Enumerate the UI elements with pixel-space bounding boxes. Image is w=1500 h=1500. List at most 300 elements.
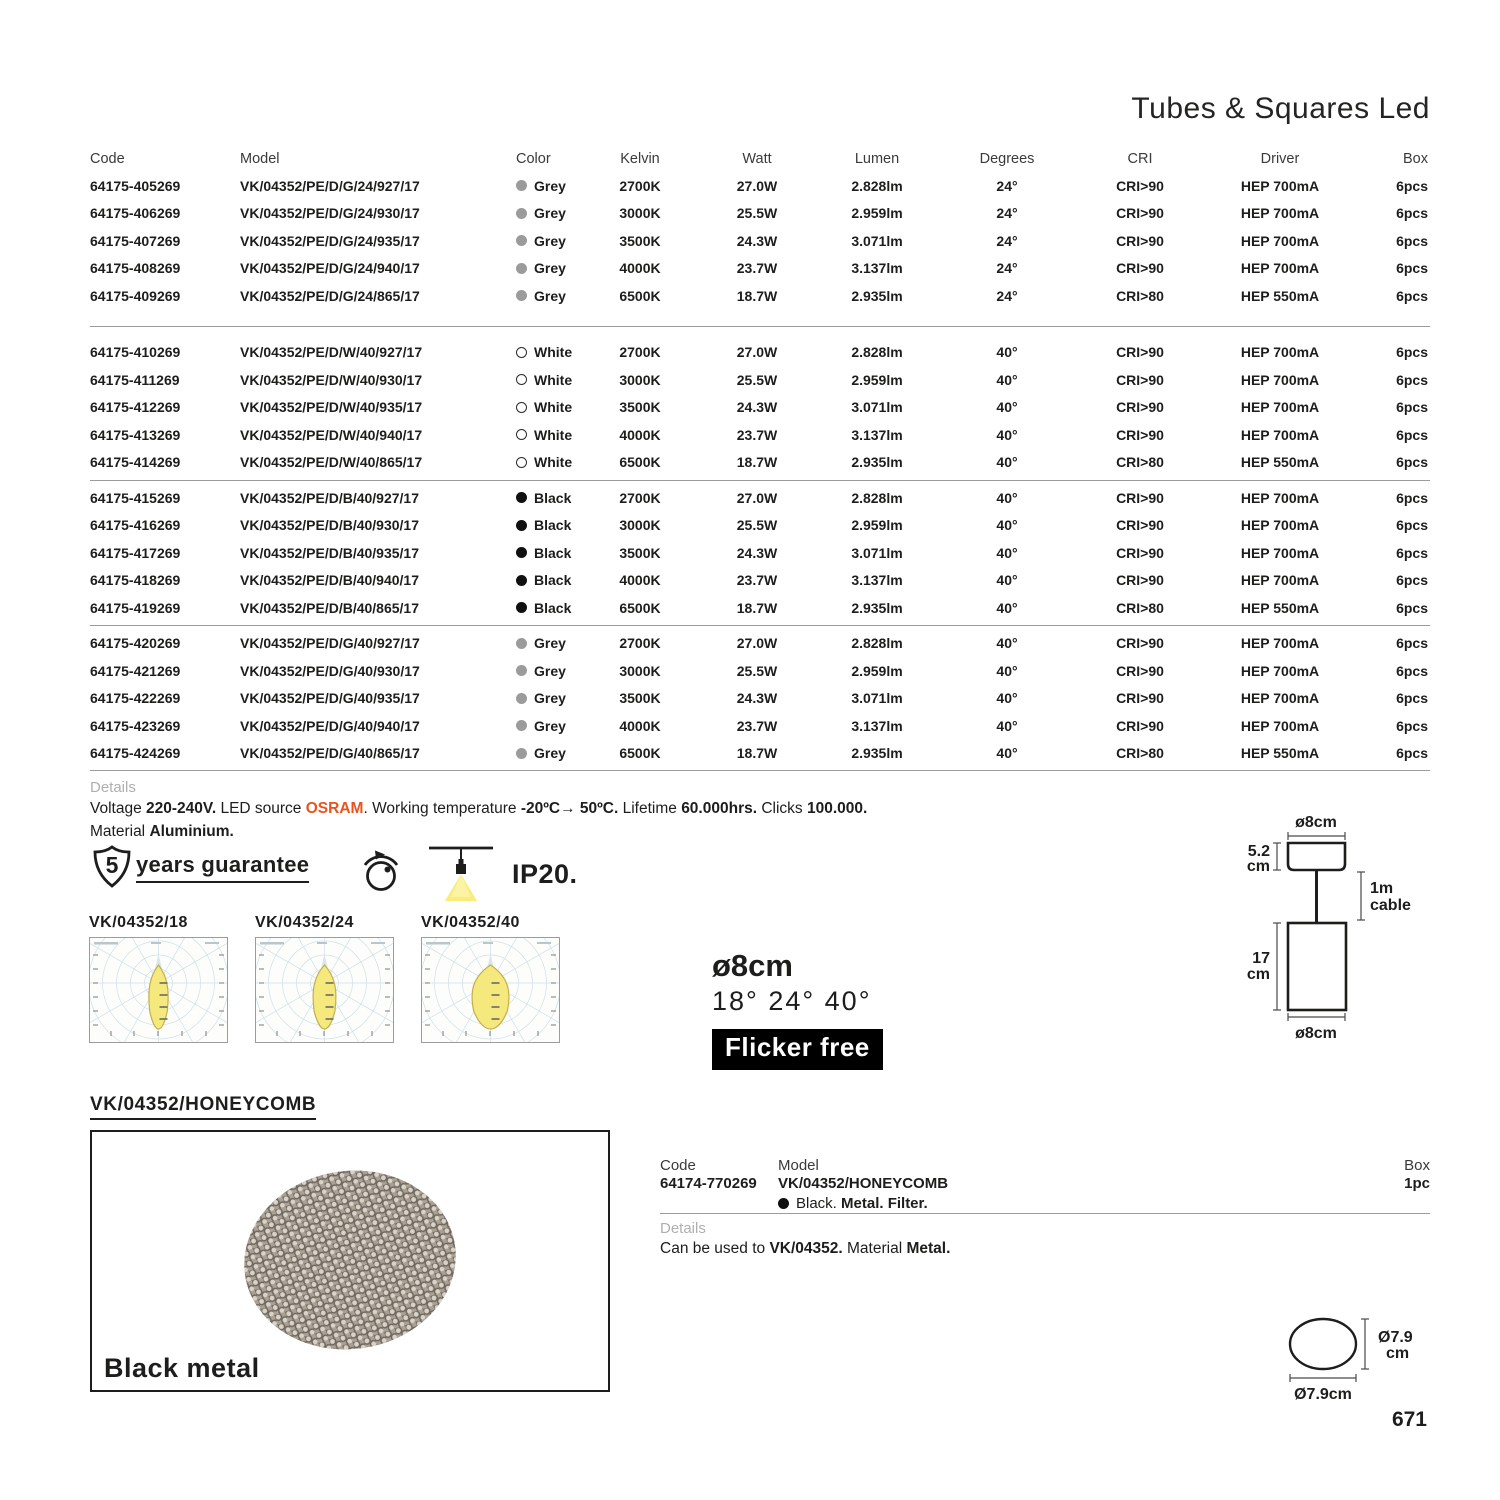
cell-l: 2.828lm [851,177,903,194]
column-header-model: Model [240,151,280,167]
spec-angles: 18° 24° 40° [712,986,872,1016]
color-label: Black [534,572,572,589]
color-dot-black [516,492,527,503]
cell-model: VK/04352/PE/D/G/24/940/17 [240,260,420,277]
cell-drv: HEP 700mA [1240,426,1320,443]
cell-code: 64175-410269 [90,344,181,361]
table-row [90,685,1430,713]
color-dot-grey [516,748,527,759]
svg-text:cm: cm [1386,1345,1410,1362]
text-segment: Lifetime [618,800,682,817]
color-label: Grey [534,690,566,707]
cell-k: 3000K [619,517,661,534]
cell-k: 3500K [619,544,661,561]
cell-code: 64175-408269 [90,260,181,277]
color-cell [516,745,600,761]
cell-cri: CRI>90 [1116,371,1164,388]
color-dot-black [778,1198,789,1209]
cell-code: 64175-414269 [90,454,181,471]
cell-code: 64175-411269 [90,371,180,388]
cell-cri: CRI>90 [1116,662,1164,679]
page-title: Tubes & Squares Led [1131,92,1430,125]
spec-block [712,948,883,1070]
table-row [90,539,1430,567]
honeycomb-title: VK/04352/HONEYCOMB [90,1094,316,1120]
cell-d: 40° [996,544,1018,561]
cell-w: 24.3W [736,690,778,707]
cell-l: 3.137lm [851,260,903,277]
cell-code: 64175-407269 [90,232,181,249]
text-segment: VK/04352. [769,1240,843,1257]
color-dot-black [516,520,527,531]
color-label: Grey [534,745,566,762]
cell-l: 3.071lm [851,232,903,249]
table-row [90,630,1430,658]
hc-code-label: Code [660,1157,696,1174]
cell-model: VK/04352/PE/D/B/40/865/17 [240,599,420,616]
text-segment: 100.000. [806,800,868,817]
color-label: White [534,344,573,361]
photometric-diagram [255,914,394,1048]
table-row [90,282,1430,310]
text-segment: -20ºC→ 50ºC. [520,800,619,817]
color-cell [516,399,600,415]
honeycomb-mesh-image [92,1132,604,1386]
dimmer-icon [358,845,406,900]
column-header-kelvin: Kelvin [620,151,660,167]
cell-w: 27.0W [736,489,778,506]
cell-model: VK/04352/PE/D/G/24/935/17 [240,232,420,249]
color-dot-white [516,429,527,440]
cell-box: 6pcs [1396,232,1428,249]
color-label: Grey [534,287,566,304]
cell-drv: HEP 700mA [1240,399,1320,416]
cell-drv: HEP 700mA [1240,177,1320,194]
cell-d: 24° [996,232,1018,249]
color-label: Black [534,517,572,534]
cell-box: 6pcs [1396,177,1428,194]
filter-dimension-drawing [1266,1300,1444,1420]
cell-k: 4000K [619,717,661,734]
hc-box-label: Box [1404,1157,1430,1174]
cell-w: 27.0W [736,344,778,361]
cell-l: 3.137lm [851,717,903,734]
svg-text:Ø7.9cm: Ø7.9cm [1294,1386,1352,1403]
text-segment: Can be used to [660,1240,770,1257]
cell-d: 24° [996,287,1018,304]
cell-l: 2.828lm [851,635,903,652]
cell-cri: CRI>80 [1116,287,1164,304]
cell-cri: CRI>90 [1116,544,1164,561]
color-label: Grey [534,662,566,679]
cell-l: 3.137lm [851,426,903,443]
color-cell [516,288,600,304]
table-row [90,567,1430,595]
cell-model: VK/04352/PE/D/G/40/940/17 [240,717,420,734]
cell-k: 2700K [619,635,661,652]
group-separator [90,326,1430,327]
cell-model: VK/04352/PE/D/G/24/930/17 [240,205,420,222]
cell-drv: HEP 700mA [1240,517,1320,534]
color-label: Black [534,489,572,506]
text-segment: Voltage [90,800,147,817]
text-segment: Aluminium. [149,823,234,840]
cell-code: 64175-419269 [90,599,181,616]
details-label: Details [90,779,136,796]
cell-w: 23.7W [736,572,778,589]
cell-k: 3500K [619,690,661,707]
cell-k: 3000K [619,662,661,679]
color-dot-grey [516,638,527,649]
cell-d: 40° [996,662,1018,679]
table-row [90,200,1430,228]
cell-w: 18.7W [736,454,778,471]
svg-text:cable: cable [1370,897,1411,914]
hc-details-text [660,1240,950,1258]
cell-l: 3.071lm [851,690,903,707]
table-row [90,484,1430,512]
cell-box: 6pcs [1396,399,1428,416]
photometric-diagram [89,914,228,1048]
color-dot-grey [516,290,527,301]
cell-cri: CRI>90 [1116,572,1164,589]
cell-box: 6pcs [1396,635,1428,652]
photometric-diagrams [89,914,560,1048]
cell-k: 3500K [619,399,661,416]
beam-distribution-chart [255,937,394,1048]
cell-d: 40° [996,690,1018,707]
text-segment: LED source [216,800,306,817]
cell-k: 4000K [619,572,661,589]
cell-l: 2.935lm [851,745,903,762]
cell-drv: HEP 700mA [1240,662,1320,679]
cell-d: 40° [996,517,1018,534]
text-segment: . Working temperature [363,800,521,817]
cell-w: 18.7W [736,599,778,616]
cell-w: 25.5W [736,371,778,388]
beam-distribution-chart [421,937,560,1048]
table-body [90,172,1430,767]
cell-box: 6pcs [1396,287,1428,304]
guarantee-shield-icon [90,843,134,896]
color-cell [516,572,600,588]
cell-w: 23.7W [736,260,778,277]
photometric-diagram-label: VK/04352/18 [89,914,188,931]
svg-text:5.2: 5.2 [1247,843,1270,860]
cell-code: 64175-413269 [90,426,181,443]
color-cell [516,205,600,221]
svg-text:5: 5 [105,852,119,878]
color-cell [516,545,600,561]
hc-box-value: 1pc [1404,1175,1430,1192]
cell-drv: HEP 700mA [1240,205,1320,222]
ip-rating: IP20. [512,859,578,889]
table-row [90,227,1430,255]
page-number: 671 [1391,1408,1427,1431]
color-dot-white [516,347,527,358]
cell-box: 6pcs [1396,599,1428,616]
cell-d: 40° [996,599,1018,616]
cell-cri: CRI>90 [1116,399,1164,416]
color-cell [516,635,600,651]
color-label: White [534,454,573,471]
color-label: White [534,426,573,443]
cell-k: 6500K [619,287,661,304]
cell-model: VK/04352/PE/D/W/40/935/17 [240,399,423,416]
cell-code: 64175-418269 [90,572,181,589]
cell-box: 6pcs [1396,717,1428,734]
cell-code: 64175-405269 [90,177,181,194]
cell-w: 23.7W [736,717,778,734]
group-separator [90,480,1430,481]
color-cell [516,690,600,706]
dimension-drawing [1220,803,1440,1058]
column-header-box: Box [1403,151,1428,167]
cell-cri: CRI>90 [1116,489,1164,506]
cell-l: 2.828lm [851,344,903,361]
color-cell [516,233,600,249]
color-cell [516,600,600,616]
color-label: Grey [534,260,566,277]
cell-cri: CRI>80 [1116,745,1164,762]
color-cell [516,427,600,443]
table-row [90,657,1430,685]
column-header-code: Code [90,151,125,167]
column-header-watt: Watt [742,151,772,167]
cell-cri: CRI>90 [1116,177,1164,194]
cell-box: 6pcs [1396,572,1428,589]
cell-code: 64175-422269 [90,690,181,707]
cell-cri: CRI>90 [1116,517,1164,534]
cell-w: 27.0W [736,635,778,652]
cell-drv: HEP 700mA [1240,635,1320,652]
cell-model: VK/04352/PE/D/G/24/865/17 [240,287,420,304]
cell-cri: CRI>90 [1116,232,1164,249]
cell-w: 25.5W [736,517,778,534]
cell-box: 6pcs [1396,517,1428,534]
spec-diameter: ø8cm [712,948,793,983]
cell-model: VK/04352/PE/D/W/40/865/17 [240,454,423,471]
table-row [90,594,1430,622]
color-cell [516,372,600,388]
cell-k: 3000K [619,371,661,388]
cell-cri: CRI>90 [1116,690,1164,707]
color-dot-grey [516,665,527,676]
cell-box: 6pcs [1396,205,1428,222]
cell-drv: HEP 550mA [1240,287,1320,304]
guarantee-row [90,843,690,905]
cell-w: 24.3W [736,399,778,416]
cell-model: VK/04352/PE/D/B/40/935/17 [240,544,420,561]
color-cell [516,454,600,470]
column-header-degrees: Degrees [979,151,1035,167]
cell-box: 6pcs [1396,260,1428,277]
cell-l: 3.071lm [851,544,903,561]
color-label: White [534,371,573,388]
cell-drv: HEP 700mA [1240,260,1320,277]
cell-d: 40° [996,371,1018,388]
color-dot-grey [516,208,527,219]
cell-d: 40° [996,635,1018,652]
cell-code: 64175-420269 [90,635,181,652]
cell-k: 2700K [619,177,661,194]
cell-drv: HEP 700mA [1240,371,1320,388]
cell-model: VK/04352/PE/D/G/40/927/17 [240,635,420,652]
table-row [90,740,1430,768]
cell-drv: HEP 700mA [1240,232,1320,249]
text-segment: 220-240V. [146,800,217,817]
cell-w: 18.7W [736,745,778,762]
color-dot-grey [516,693,527,704]
color-label: Grey [534,177,566,194]
cell-w: 25.5W [736,662,778,679]
honeycomb-image-box [90,1130,610,1392]
cell-cri: CRI>90 [1116,260,1164,277]
cell-d: 40° [996,745,1018,762]
pendant-lamp-icon [426,843,498,910]
text-segment: 60.000hrs. [681,800,758,817]
column-header-color: Color [516,151,551,167]
color-dot-grey [516,720,527,731]
color-dot-grey [516,235,527,246]
cell-k: 4000K [619,260,661,277]
cell-cri: CRI>80 [1116,454,1164,471]
svg-text:1m: 1m [1370,880,1394,897]
cell-d: 40° [996,717,1018,734]
color-cell [516,344,600,360]
cell-w: 18.7W [736,287,778,304]
cell-code: 64175-409269 [90,287,181,304]
cell-model: VK/04352/PE/D/W/40/940/17 [240,426,423,443]
table-row [90,339,1430,367]
cell-l: 2.935lm [851,454,903,471]
color-cell [516,517,600,533]
cell-w: 24.3W [736,544,778,561]
cell-code: 64175-415269 [90,489,181,506]
svg-text:17: 17 [1252,950,1270,967]
color-dot-white [516,457,527,468]
cell-drv: HEP 700mA [1240,544,1320,561]
cell-model: VK/04352/PE/D/B/40/930/17 [240,517,420,534]
cell-box: 6pcs [1396,371,1428,388]
cell-drv: HEP 700mA [1240,717,1320,734]
cell-d: 24° [996,205,1018,222]
table-header-row [90,146,1430,172]
cell-cri: CRI>90 [1116,205,1164,222]
cell-box: 6pcs [1396,745,1428,762]
cell-k: 6500K [619,745,661,762]
cell-model: VK/04352/PE/D/B/40/940/17 [240,572,420,589]
hc-code-value: 64174-770269 [660,1175,757,1192]
cell-box: 6pcs [1396,544,1428,561]
cell-code: 64175-417269 [90,544,181,561]
color-cell [516,718,600,734]
cell-box: 6pcs [1396,454,1428,471]
svg-text:Ø7.9: Ø7.9 [1378,1329,1413,1346]
cell-box: 6pcs [1396,426,1428,443]
table-row [90,421,1430,449]
table-row [90,449,1430,477]
table-row [90,712,1430,740]
cell-model: VK/04352/PE/D/W/40/927/17 [240,344,423,361]
text-segment: OSRAM [305,800,364,817]
cell-l: 2.959lm [851,205,903,222]
cell-drv: HEP 700mA [1240,572,1320,589]
svg-text:cm: cm [1246,966,1270,983]
cell-model: VK/04352/PE/D/G/40/935/17 [240,690,420,707]
cell-box: 6pcs [1396,690,1428,707]
table-row [90,512,1430,540]
color-cell [516,663,600,679]
cell-k: 3500K [619,232,661,249]
cell-k: 3000K [619,205,661,222]
photometric-diagram-label: VK/04352/40 [421,914,520,931]
cell-code: 64175-424269 [90,745,181,762]
cell-l: 2.959lm [851,371,903,388]
hc-details-label: Details [660,1220,706,1237]
cell-d: 24° [996,177,1018,194]
table-row [90,172,1430,200]
cell-k: 2700K [619,344,661,361]
color-dot-black [516,547,527,558]
text-segment: Metal. [906,1240,951,1257]
product-table [90,146,1430,767]
hc-model-label: Model [778,1157,819,1174]
cell-d: 40° [996,344,1018,361]
cell-w: 23.7W [736,426,778,443]
color-dot-grey [516,180,527,191]
cell-d: 40° [996,572,1018,589]
cell-d: 24° [996,260,1018,277]
cell-l: 2.959lm [851,517,903,534]
column-header-cri: CRI [1127,151,1153,167]
table-row [90,366,1430,394]
color-label: Black [534,599,572,616]
cell-d: 40° [996,489,1018,506]
cell-d: 40° [996,399,1018,416]
cell-code: 64175-416269 [90,517,181,534]
text-segment: Black. [796,1195,842,1212]
color-dot-black [516,602,527,613]
color-label: Grey [534,232,566,249]
honeycomb-caption: Black metal [104,1353,260,1383]
color-dot-black [516,575,527,586]
guarantee-label: years guarantee [136,852,309,883]
cell-cri: CRI>90 [1116,717,1164,734]
cell-drv: HEP 550mA [1240,745,1320,762]
cell-l: 3.071lm [851,399,903,416]
cell-model: VK/04352/PE/D/G/40/930/17 [240,662,420,679]
color-dot-white [516,374,527,385]
cell-cri: CRI>80 [1116,599,1164,616]
cell-drv: HEP 700mA [1240,489,1320,506]
cell-cri: CRI>90 [1116,344,1164,361]
color-label: White [534,399,573,416]
column-header-driver: Driver [1260,151,1300,167]
color-label: Black [534,544,572,561]
photometric-diagram-label: VK/04352/24 [255,914,354,931]
group-separator [90,625,1430,626]
text-segment: Metal. Filter. [841,1195,928,1212]
color-label: Grey [534,205,566,222]
cell-box: 6pcs [1396,344,1428,361]
hc-variant-text [796,1195,928,1212]
color-dot-white [516,402,527,413]
hc-variant [778,1195,928,1212]
cell-w: 25.5W [736,205,778,222]
cell-k: 2700K [619,489,661,506]
svg-text:ø8cm: ø8cm [1295,814,1337,831]
